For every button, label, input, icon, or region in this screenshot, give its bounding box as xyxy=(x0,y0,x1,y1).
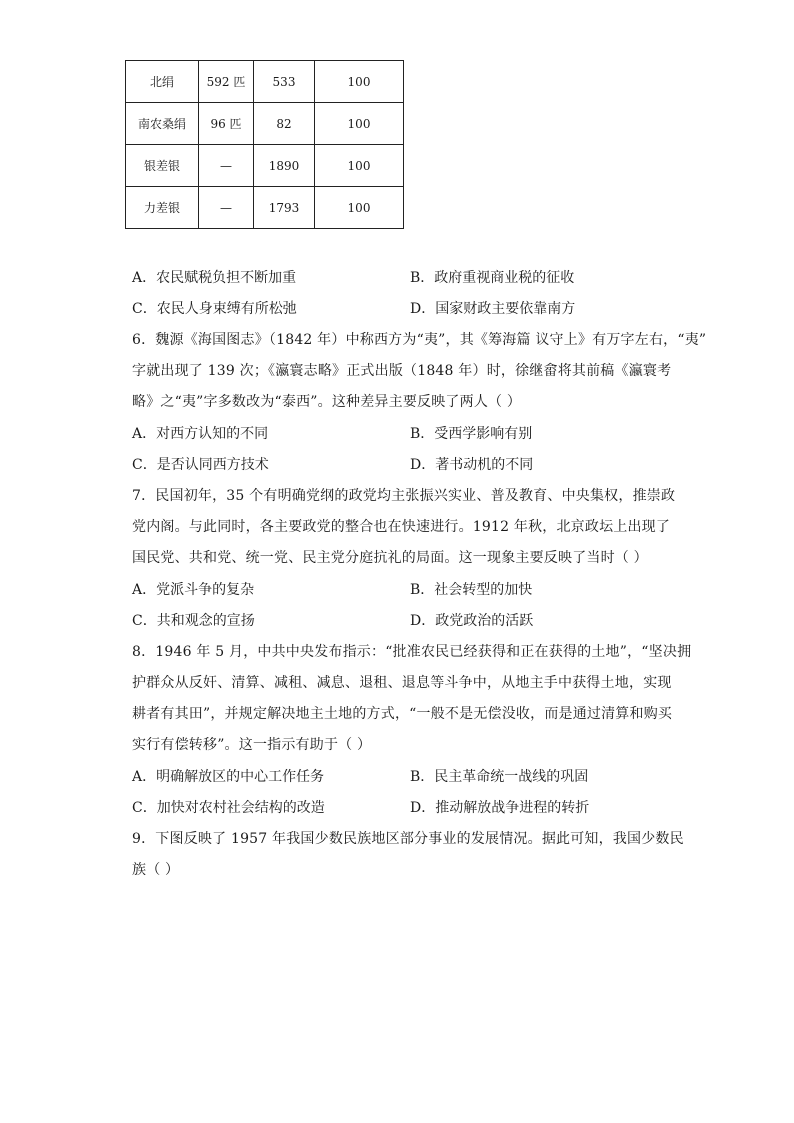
q8-text-line: 护群众从反奸、清算、减租、减息、退租、退息等斗争中，从地主手中获得土地，实现 xyxy=(132,675,672,691)
q8-option-b[interactable]: B．民主革命统一战线的巩固 xyxy=(410,769,589,785)
q8-option-d[interactable]: D．推动解放战争进程的转折 xyxy=(410,800,590,816)
table-cell: 1793 xyxy=(254,187,315,229)
q6-text-line: 6．魏源《海国图志》（1842 年）中称西方为“夷”，其《筹海篇 议守上》有万字左右，“夷” xyxy=(132,332,707,348)
table-row xyxy=(126,187,404,229)
tax-data-table xyxy=(125,60,404,229)
q6-option-d[interactable]: D．著书动机的不同 xyxy=(410,457,534,473)
table-row xyxy=(126,103,404,145)
q5-option-c[interactable]: C．农民人身束缚有所松弛 xyxy=(132,301,297,317)
q6-text-line: 略》之“夷”字多数改为“泰西”。这种差异主要反映了两人（ ） xyxy=(132,394,522,410)
q7-text-line: 7．民国初年，35 个有明确党纲的政党均主张振兴实业、普及教育、中央集权，推崇政 xyxy=(132,488,676,504)
table-cell: 南农桑绢 xyxy=(126,103,199,145)
table-cell: 96 匹 xyxy=(199,103,254,145)
q6-option-c[interactable]: C．是否认同西方技术 xyxy=(132,457,269,473)
q8-text-line: 实行有偿转移”。这一指示有助于（ ） xyxy=(132,737,372,753)
q7-text-line: 国民党、共和党、统一党、民主党分庭抗礼的局面。这一现象主要反映了当时（ ） xyxy=(132,550,648,566)
table-cell: 533 xyxy=(254,61,315,103)
q7-option-a[interactable]: A．党派斗争的复杂 xyxy=(132,582,255,598)
table-row xyxy=(126,61,404,103)
q6-option-b[interactable]: B．受西学影响有别 xyxy=(410,426,533,442)
table-cell: 北绢 xyxy=(126,61,199,103)
table-cell: 100 xyxy=(315,145,404,187)
q5-option-d[interactable]: D．国家财政主要依靠南方 xyxy=(410,301,576,317)
table-row xyxy=(126,145,404,187)
table-cell: 1890 xyxy=(254,145,315,187)
table-cell: — xyxy=(199,187,254,229)
table-cell: 100 xyxy=(315,187,404,229)
q6-option-a[interactable]: A．对西方认知的不同 xyxy=(132,426,269,442)
table-cell: 银差银 xyxy=(126,145,199,187)
table-cell: — xyxy=(199,145,254,187)
table-cell: 100 xyxy=(315,103,404,145)
q8-option-c[interactable]: C．加快对农村社会结构的改造 xyxy=(132,800,325,816)
q6-text-line: 字就出现了 139 次；《瀛寰志略》正式出版（1848 年）时，徐继畲将其前稿《瀛寰考 xyxy=(132,363,672,379)
q7-text-line: 党内阁。与此同时，各主要政党的整合也在快速进行。1912 年秋，北京政坛上出现了 xyxy=(132,519,671,535)
table-cell: 100 xyxy=(315,61,404,103)
table-cell: 力差银 xyxy=(126,187,199,229)
q8-option-a[interactable]: A．明确解放区的中心工作任务 xyxy=(132,769,325,785)
q7-option-c[interactable]: C．共和观念的宣扬 xyxy=(132,613,255,629)
table-cell: 592 匹 xyxy=(199,61,254,103)
q8-text-line: 耕者有其田”，并规定解决地主土地的方式，“一般不是无偿没收，而是通过清算和购买 xyxy=(132,706,673,722)
table-cell: 82 xyxy=(254,103,315,145)
q7-option-d[interactable]: D．政党政治的活跃 xyxy=(410,613,534,629)
q9-text-line: 9．下图反映了 1957 年我国少数民族地区部分事业的发展情况。据此可知，我国少数民 xyxy=(132,831,684,847)
q8-text-line: 8．1946 年 5 月，中共中央发布指示：“批准农民已经获得和正在获得的土地”，“坚决拥 xyxy=(132,644,692,660)
q7-option-b[interactable]: B．社会转型的加快 xyxy=(410,582,533,598)
q9-text-line: 族（ ） xyxy=(132,862,180,878)
q5-option-b[interactable]: B．政府重视商业税的征收 xyxy=(410,270,575,286)
q5-option-a[interactable]: A．农民赋税负担不断加重 xyxy=(132,270,297,286)
